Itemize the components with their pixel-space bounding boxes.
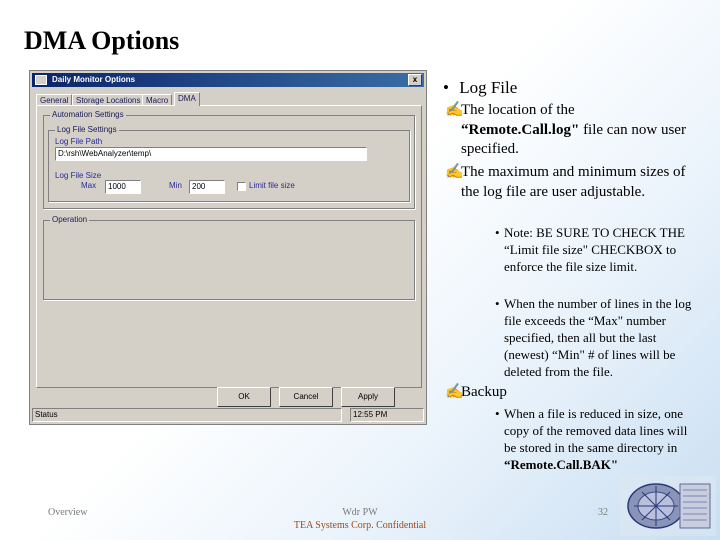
note-backup [495, 405, 703, 473]
pen-icon: ✍ [445, 164, 464, 180]
company-logo [620, 476, 716, 536]
bullet-size-text: The maximum and minimum sizes of the log file are user adjustable. [461, 164, 686, 200]
bullet-log-file-text: Log File [459, 78, 518, 97]
tab-dma[interactable]: DMA [174, 92, 200, 106]
bullet-marker: • [443, 78, 449, 97]
tab-general[interactable]: General [36, 94, 72, 106]
options-dialog-screenshot [29, 70, 427, 425]
ok-button[interactable]: OK [217, 387, 271, 407]
tab-storage-locations[interactable]: Storage Locations [72, 94, 145, 106]
pen-icon: ✍ [445, 384, 464, 400]
apply-button[interactable]: Apply [341, 387, 395, 407]
note-limit-file-size-text: Note: BE SURE TO CHECK THE “Limit file size" CHECKBOX to enforce the file size limit. [504, 225, 685, 274]
dot-marker: • [495, 225, 500, 240]
dialog-titlebar [32, 73, 424, 87]
note-max-min-text: When the number of lines in the log file exceeds the “Max" number specified, then all but the last (newest) “Min" # of lines will be deleted from the file. [504, 296, 692, 379]
dot-marker: • [495, 296, 500, 311]
log-file-size-label: Log File Size [55, 171, 102, 180]
operation-label: Operation [52, 215, 88, 224]
slide-title: DMA Options [24, 26, 180, 55]
log-file-path-label: Log File Path [55, 137, 103, 146]
limit-file-size-label: Limit file size [249, 181, 295, 190]
min-label: Min [169, 181, 182, 190]
footer-center [262, 506, 458, 532]
log-file-settings-label: Log File Settings [57, 125, 117, 134]
footer-confidential: TEA Systems Corp. Confidential [293, 520, 427, 531]
page-number: 32 [598, 507, 608, 518]
max-label: Max [81, 181, 97, 190]
status-time: 12:55 PM [350, 408, 424, 422]
automation-settings-label: Automation Settings [52, 110, 124, 119]
note-max-min [495, 295, 703, 381]
max-size-input[interactable]: 1000 [105, 180, 141, 194]
note-backup-text: When a file is reduced in size, one copy of the removed data lines will be stored in the same directory in “Remote.Call.BAK" [504, 406, 688, 472]
note-limit-file-size [495, 224, 703, 292]
bullet-location [445, 101, 707, 161]
bullet-backup-text: Backup [461, 384, 507, 400]
min-size-input[interactable]: 200 [189, 180, 225, 194]
status-bar [32, 408, 424, 422]
tab-macro[interactable]: Macro [142, 94, 172, 106]
bullet-backup [445, 383, 707, 403]
log-file-path-input[interactable]: D:\rsh\WebAnalyzer\temp\ [55, 147, 367, 161]
dot-marker: • [495, 406, 500, 421]
cancel-button[interactable]: Cancel [279, 387, 333, 407]
bullet-size [445, 163, 707, 223]
tab-panel [36, 105, 422, 388]
limit-file-size-checkbox[interactable] [237, 182, 246, 191]
app-icon [35, 75, 47, 85]
bullet-location-text: The location of the “Remote.Call.log" file can now user specified. [461, 102, 686, 157]
pen-icon: ✍ [445, 102, 464, 118]
automation-settings-group [43, 110, 415, 209]
close-icon[interactable]: x [408, 74, 422, 86]
operation-group [43, 215, 415, 300]
status-text: Status [32, 408, 342, 422]
log-file-settings-group [48, 125, 410, 202]
footer-center-line1: Wdr PW [342, 507, 378, 518]
footer-left: Overview [48, 507, 88, 518]
bullet-log-file [443, 78, 517, 98]
dialog-title: Daily Monitor Options [52, 75, 136, 84]
